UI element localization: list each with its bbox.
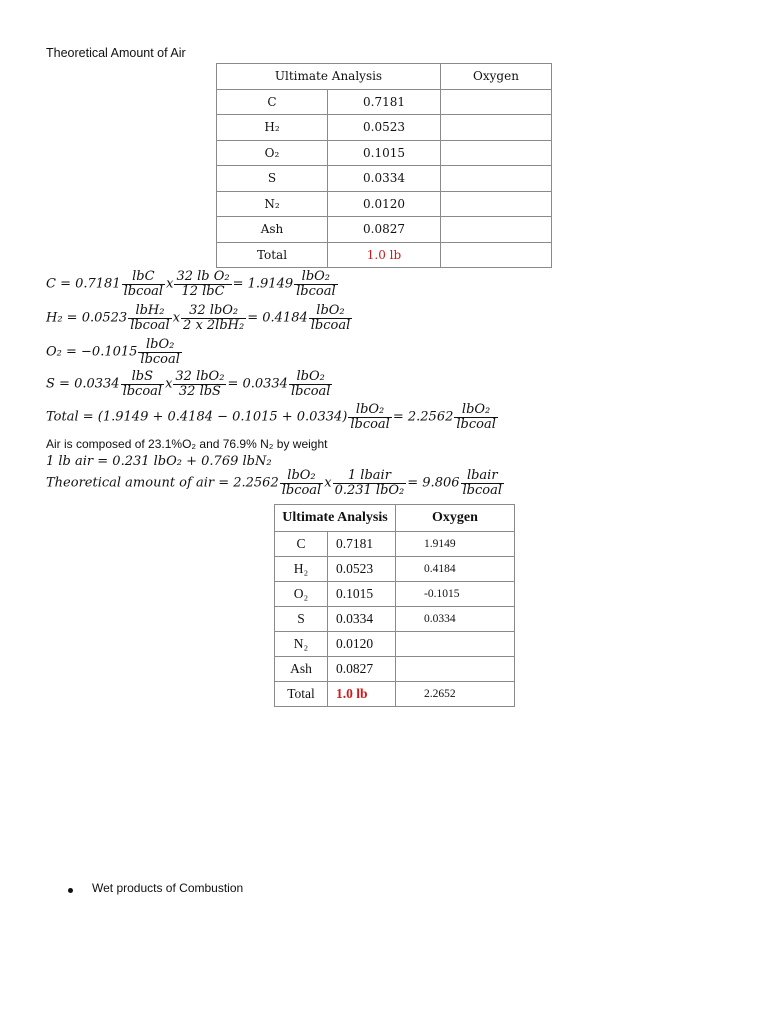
times-sign: x xyxy=(324,475,332,491)
row-label: Total xyxy=(217,242,328,268)
fraction xyxy=(181,304,246,332)
fraction-num: lbO₂ xyxy=(145,337,175,352)
eq-result: = 1.9149 xyxy=(232,276,294,292)
fraction xyxy=(454,403,498,431)
equation-total xyxy=(46,403,499,431)
row-label: H₂ xyxy=(275,557,328,582)
eq-lhs: Theoretical amount of air = 2.2562 xyxy=(46,475,279,491)
eq-result: = 0.0334 xyxy=(227,376,288,392)
ultimate-analysis-table-filled xyxy=(274,504,515,707)
row-oxygen: 0.0334 xyxy=(396,607,515,632)
eq-result: = 9.806 xyxy=(407,475,460,491)
row-value-total: 1.0 lb xyxy=(328,682,396,707)
fraction-den: lbcoal xyxy=(281,482,322,498)
row-label: H₂ xyxy=(217,115,328,141)
fraction-den: lbcoal xyxy=(310,317,351,333)
row-oxygen xyxy=(441,89,552,115)
fraction xyxy=(289,370,333,398)
row-value: 0.0334 xyxy=(328,166,441,192)
fraction-den: 12 lbC xyxy=(174,284,231,299)
row-oxygen xyxy=(396,632,515,657)
row-label: O₂ xyxy=(217,140,328,166)
times-sign: x xyxy=(172,310,181,326)
fraction-den: lbcoal xyxy=(123,283,164,299)
table-row xyxy=(275,532,515,557)
fraction-num: lbO₂ xyxy=(301,269,331,284)
fraction xyxy=(121,370,165,398)
equation-carbon xyxy=(46,270,339,298)
row-value-total: 1.0 lb xyxy=(328,242,441,268)
fraction xyxy=(309,304,353,332)
fraction xyxy=(138,338,182,366)
row-oxygen xyxy=(396,657,515,682)
row-value: 0.0827 xyxy=(328,657,396,682)
table-row-total xyxy=(275,682,515,707)
row-oxygen xyxy=(441,115,552,141)
fraction-den: lbcoal xyxy=(140,351,180,367)
fraction-num: lbO₂ xyxy=(287,468,316,483)
equation-theoretical-air xyxy=(46,469,505,497)
row-value: 0.0523 xyxy=(328,557,396,582)
eq-lhs: C = 0.7181 xyxy=(46,276,121,292)
eq-result: = 2.2562 xyxy=(392,409,454,425)
row-label: Total xyxy=(275,682,328,707)
fraction xyxy=(348,403,392,431)
air-composition-note: Air is composed of 23.1%O₂ and 76.9% N₂ by weight xyxy=(46,437,328,451)
fraction-den: lbcoal xyxy=(122,383,163,399)
row-value: 0.7181 xyxy=(328,532,396,557)
row-label: S xyxy=(275,607,328,632)
header-ultimate-analysis: Ultimate Analysis xyxy=(217,64,441,90)
eq-result: = 0.4184 xyxy=(247,310,308,326)
table-row xyxy=(275,632,515,657)
fraction-den: 0.231 lbO₂ xyxy=(334,482,405,498)
fraction-num: 32 lb O₂ xyxy=(176,269,230,284)
row-oxygen: -0.1015 xyxy=(396,582,515,607)
fraction-den: 2 x 2lbH₂ xyxy=(183,317,245,333)
table-row xyxy=(217,191,552,217)
row-value: 0.0334 xyxy=(328,607,396,632)
row-oxygen xyxy=(441,191,552,217)
fraction-num: lbO₂ xyxy=(296,369,325,384)
row-oxygen: 2.2652 xyxy=(396,682,515,707)
eq-lhs: H₂ = 0.0523 xyxy=(46,310,128,326)
fraction-den: lbcoal xyxy=(462,482,503,498)
equation-oxygen xyxy=(46,338,183,366)
ultimate-analysis-table-blank xyxy=(216,63,552,268)
row-label: N₂ xyxy=(217,191,328,217)
times-sign: x xyxy=(165,376,173,392)
table-row xyxy=(275,557,515,582)
row-oxygen xyxy=(441,242,552,268)
table-row-total xyxy=(217,242,552,268)
table-row xyxy=(217,140,552,166)
row-oxygen xyxy=(441,140,552,166)
equation-sulfur xyxy=(46,370,333,398)
fraction xyxy=(128,304,172,332)
table-row xyxy=(217,89,552,115)
table-row xyxy=(275,607,515,632)
fraction-num: 32 lbO₂ xyxy=(175,369,225,384)
fraction-num: lbO₂ xyxy=(316,303,345,318)
table-row xyxy=(275,657,515,682)
row-label: S xyxy=(217,166,328,192)
row-value: 0.7181 xyxy=(328,89,441,115)
fraction xyxy=(333,469,407,497)
air-composition-equation: 1 lb air = 0.231 lbO₂ + 0.769 lbN₂ xyxy=(46,454,272,469)
row-value: 0.1015 xyxy=(328,140,441,166)
row-label: C xyxy=(217,89,328,115)
row-label: O₂ xyxy=(275,582,328,607)
row-label: C xyxy=(275,532,328,557)
row-value: 0.1015 xyxy=(328,582,396,607)
fraction xyxy=(174,270,231,298)
fraction xyxy=(122,270,166,298)
header-oxygen: Oxygen xyxy=(396,505,515,532)
row-label: N₂ xyxy=(275,632,328,657)
row-value: 0.0523 xyxy=(328,115,441,141)
table-row xyxy=(217,115,552,141)
bullet-wet-products: Wet products of Combustion xyxy=(92,881,244,895)
eq-lhs: S = 0.0334 xyxy=(46,376,120,392)
fraction xyxy=(461,469,505,497)
row-oxygen: 0.4184 xyxy=(396,557,515,582)
equation-hydrogen xyxy=(46,304,353,332)
fraction-den: lbcoal xyxy=(130,317,170,333)
fraction-den: lbcoal xyxy=(290,383,331,399)
fraction-den: lbcoal xyxy=(350,416,390,432)
fraction-num: 1 lbair xyxy=(347,468,391,483)
row-label: Ash xyxy=(217,217,328,243)
eq-lhs: O₂ = −0.1015 xyxy=(46,344,138,360)
page-heading: Theoretical Amount of Air xyxy=(46,46,186,60)
header-ultimate-analysis: Ultimate Analysis xyxy=(275,505,396,532)
table-header-row xyxy=(275,505,515,532)
table-row xyxy=(275,582,515,607)
table-row xyxy=(217,217,552,243)
row-label: Ash xyxy=(275,657,328,682)
row-value: 0.0827 xyxy=(328,217,441,243)
fraction xyxy=(173,370,226,398)
fraction-num: lbO₂ xyxy=(355,402,385,417)
row-oxygen: 1.9149 xyxy=(396,532,515,557)
times-sign: x xyxy=(166,276,174,292)
fraction-den: 32 lbS xyxy=(173,384,226,399)
fraction-den: lbcoal xyxy=(456,416,496,432)
fraction-num: lbO₂ xyxy=(461,402,491,417)
fraction-num: lbC xyxy=(132,269,155,284)
table-header-row xyxy=(217,64,552,90)
table-row xyxy=(217,166,552,192)
fraction-num: 32 lbO₂ xyxy=(189,303,239,318)
row-value: 0.0120 xyxy=(328,191,441,217)
fraction xyxy=(280,469,324,497)
bullet-icon xyxy=(68,888,73,893)
eq-lhs: Total = (1.9149 + 0.4184 − 0.1015 + 0.0334) xyxy=(46,409,348,425)
header-oxygen: Oxygen xyxy=(441,64,552,90)
fraction-num: lbH₂ xyxy=(135,303,165,318)
fraction-num: lbair xyxy=(466,468,498,483)
row-oxygen xyxy=(441,166,552,192)
fraction-num: lbS xyxy=(131,369,153,384)
row-value: 0.0120 xyxy=(328,632,396,657)
fraction-den: lbcoal xyxy=(296,283,336,299)
fraction xyxy=(294,270,338,298)
row-oxygen xyxy=(441,217,552,243)
